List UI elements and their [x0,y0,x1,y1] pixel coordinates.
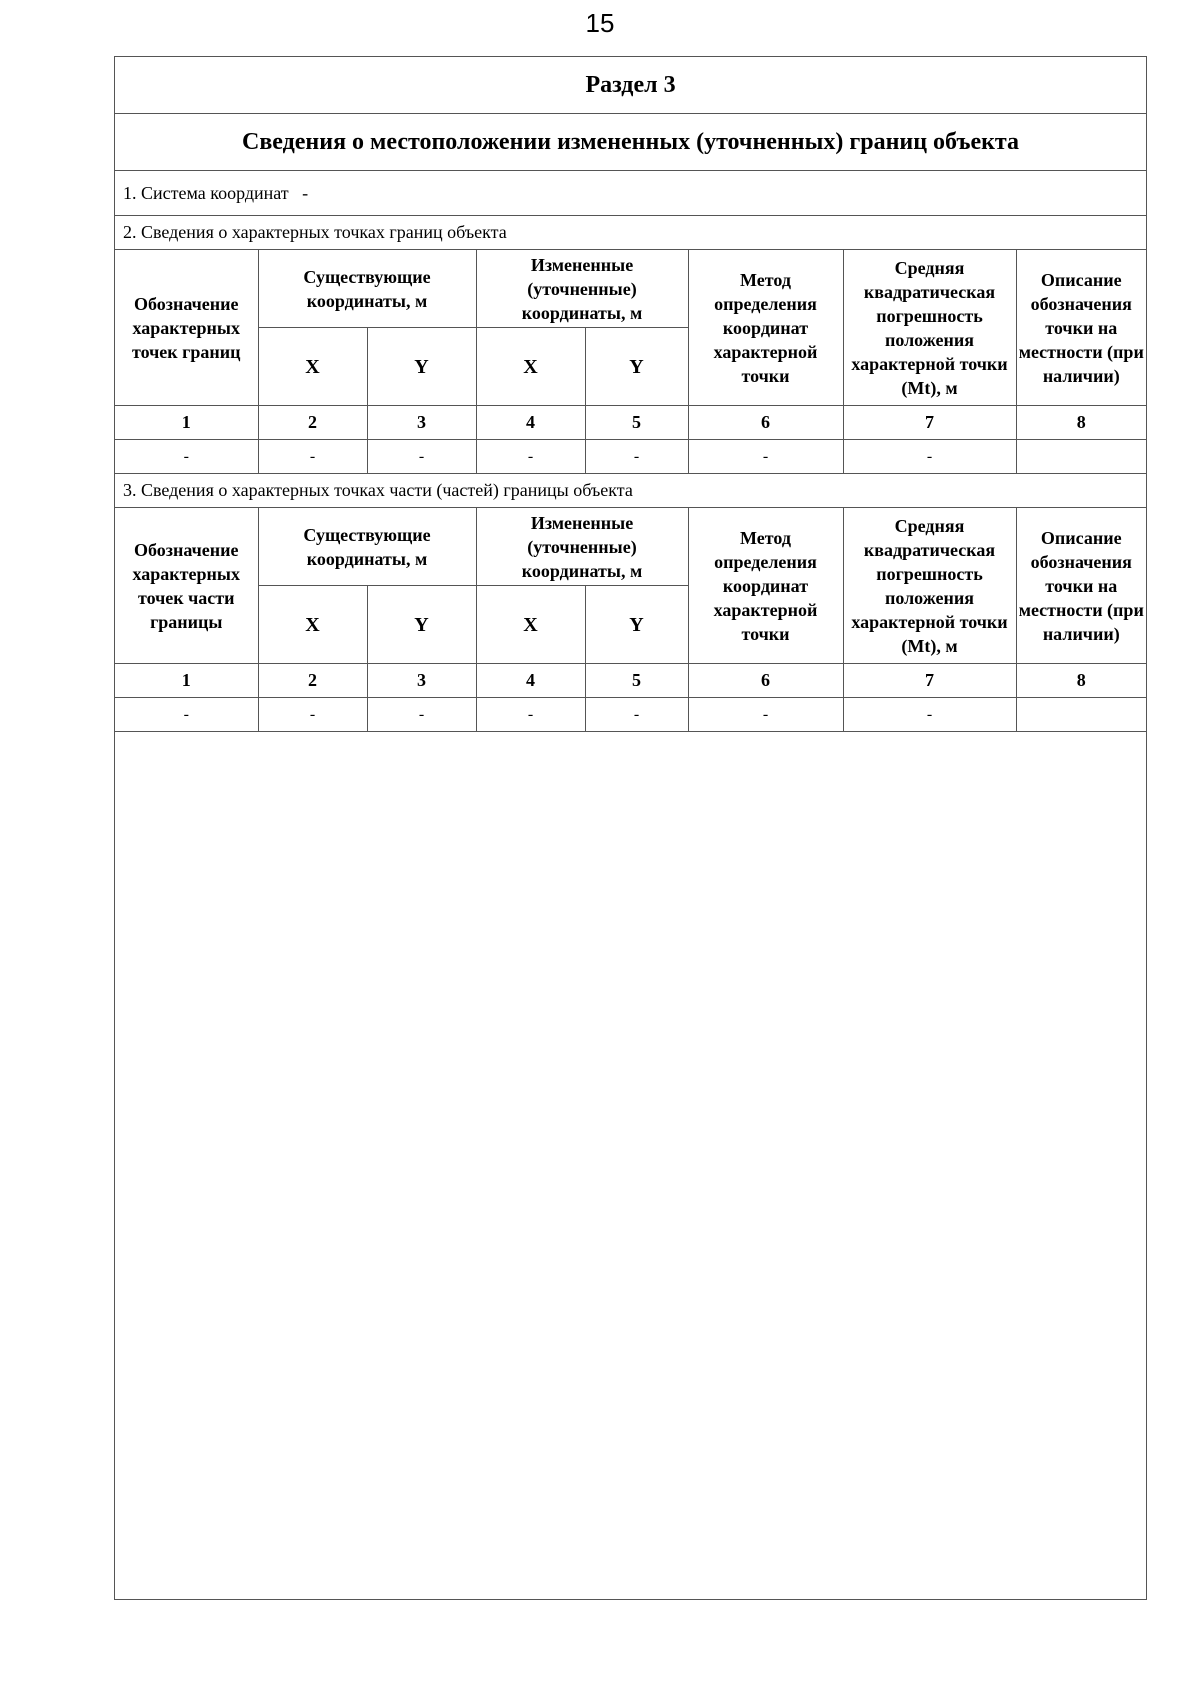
table1-header-point: Обозначение характерных точек границ [115,250,258,406]
table2-header-existing: Существующие координаты, м [258,508,476,586]
coordinate-system-value: - [302,182,309,203]
table2-colnum: 6 [688,664,843,698]
table2-colnum: 1 [115,664,258,698]
table2-cell: - [258,698,367,732]
table2-colnum: 8 [1016,664,1146,698]
table2-colnum: 3 [367,664,476,698]
table2-header-changed: Измененные (уточненные) координаты, м [476,508,688,586]
table1-header-changed: Измененные (уточненные) координаты, м [476,250,688,328]
table1-header-changed-x: X [476,328,585,406]
table2-header-existing-x: X [258,586,367,664]
coordinate-system-label: 1. Система координат [123,182,289,203]
table2-header-method: Метод определения координат характерной точки [688,508,843,664]
table2-column-numbers [115,664,1146,698]
table2-header-point: Обозначение характерных точек части границы [115,508,258,664]
table2-cell: - [843,698,1016,732]
table1-colnum: 1 [115,406,258,440]
coordinate-system-line [115,171,1146,216]
table1-colnum: 5 [585,406,688,440]
table1-header-changed-y: Y [585,328,688,406]
table1-colnum: 7 [843,406,1016,440]
table2-cell: - [115,698,258,732]
table2-row [115,698,1146,732]
document-frame [114,56,1147,1600]
table2-header-existing-y: Y [367,586,476,664]
table2-header-changed-y: Y [585,586,688,664]
table1-cell: - [258,440,367,474]
section-title: Раздел 3 [115,57,1146,114]
table1-cell: - [476,440,585,474]
section-subtitle: Сведения о местоположении измененных (уточненных) границ объекта [115,114,1146,171]
table1-header-error: Средняя квадратическая погрешность положения характерной точки (Mt), м [843,250,1016,406]
table1-colnum: 8 [1016,406,1146,440]
table1-caption: 2. Сведения о характерных точках границ объекта [115,216,1146,250]
table2-cell: - [476,698,585,732]
table1-header-method: Метод определения координат характерной точки [688,250,843,406]
page-number: 15 [585,8,615,38]
table1-header-existing: Существующие координаты, м [258,250,476,328]
table2-cell: - [367,698,476,732]
table2-colnum: 7 [843,664,1016,698]
table2-colnum: 2 [258,664,367,698]
table1-cell [1016,440,1146,474]
table1-cell: - [688,440,843,474]
table1-colnum: 6 [688,406,843,440]
table1-cell: - [115,440,258,474]
table1-column-numbers [115,406,1146,440]
table2-header-description: Описание обозначения точки на местности (при наличии) [1016,508,1146,664]
table1-header-description: Описание обозначения точки на местности (при наличии) [1016,250,1146,406]
table1-row [115,440,1146,474]
table2-header-changed-x: X [476,586,585,664]
table1-header-existing-x: X [258,328,367,406]
table2-caption: 3. Сведения о характерных точках части (частей) границы объекта [115,474,1146,508]
table2-colnum: 5 [585,664,688,698]
table2-cell [1016,698,1146,732]
table1-colnum: 4 [476,406,585,440]
table1-colnum: 3 [367,406,476,440]
section-table [115,57,1146,732]
table2-header-error: Средняя квадратическая погрешность положения характерной точки (Mt), м [843,508,1016,664]
table2-colnum: 4 [476,664,585,698]
table2-cell: - [585,698,688,732]
table1-colnum: 2 [258,406,367,440]
table1-cell: - [843,440,1016,474]
table2-cell: - [688,698,843,732]
table1-cell: - [367,440,476,474]
table1-cell: - [585,440,688,474]
table1-header-existing-y: Y [367,328,476,406]
